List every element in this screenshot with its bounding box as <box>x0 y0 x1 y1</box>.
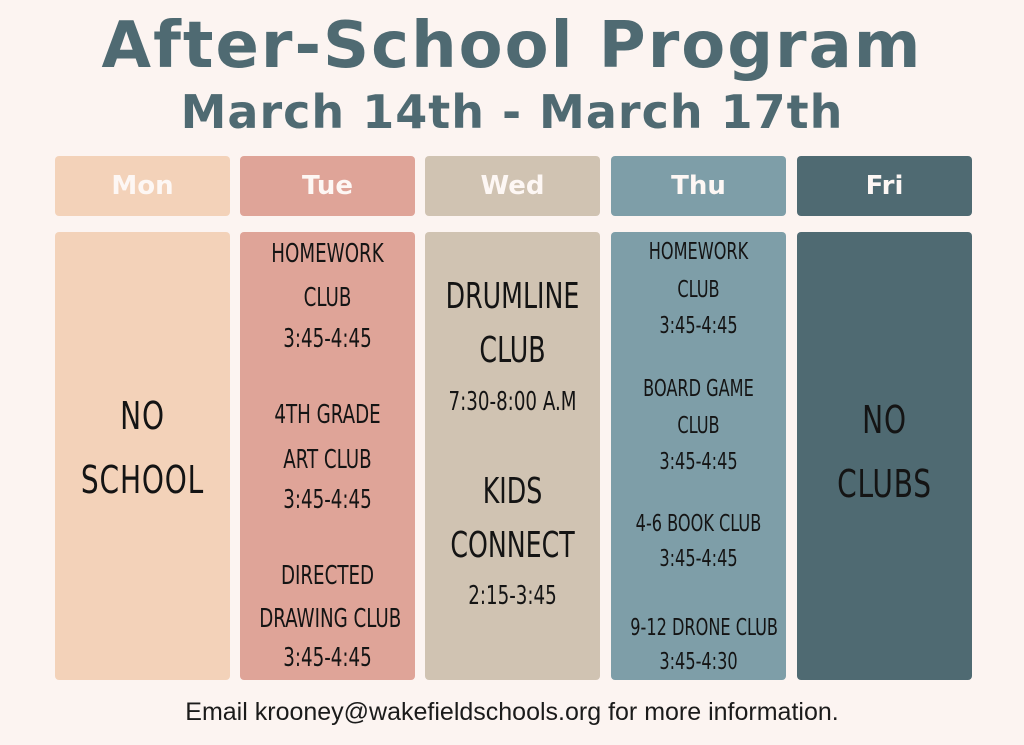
day-header-fri: Fri <box>797 156 972 216</box>
wed-line-3: 7:30-8:00 A.M <box>448 387 577 417</box>
thu-line-1: HOMEWORK <box>648 239 749 265</box>
day-column-wed <box>425 232 600 680</box>
fri-line-2: CLUBS <box>837 462 932 506</box>
wed-line-4: KIDS <box>482 471 543 512</box>
tue-line-7: DIRECTED <box>280 561 375 591</box>
tue-line-1: HOMEWORK <box>271 239 384 269</box>
thu-line-9: 9-12 DRONE CLUB <box>630 615 778 641</box>
tue-line-5: ART CLUB <box>283 445 372 475</box>
tue-line-9: 3:45-4:45 <box>283 643 372 673</box>
day-header-thu: Thu <box>611 156 786 216</box>
day-header-mon: Mon <box>55 156 230 216</box>
thu-line-4: BOARD GAME <box>643 376 754 402</box>
thu-line-5: CLUB <box>677 413 720 439</box>
thu-line-2: CLUB <box>677 277 720 303</box>
wed-line-1: DRUMLINE <box>445 276 580 317</box>
day-header-wed: Wed <box>425 156 600 216</box>
tue-line-6: 3:45-4:45 <box>283 485 372 515</box>
wed-line-2: CLUB <box>479 330 546 371</box>
tue-line-8: DRAWING CLUB <box>259 604 402 634</box>
wed-line-6: 2:15-3:45 <box>468 581 557 611</box>
tue-line-3: 3:45-4:45 <box>283 324 372 354</box>
wed-line-5: CONNECT <box>450 525 575 566</box>
day-column-thu <box>611 232 786 680</box>
thu-line-3: 3:45-4:45 <box>659 313 738 339</box>
day-column-mon <box>55 232 230 680</box>
thu-line-10: 3:45-4:30 <box>659 649 738 675</box>
mon-line-1: NO <box>120 394 165 438</box>
thu-line-6: 3:45-4:45 <box>659 449 738 475</box>
thu-line-7: 4-6 BOOK CLUB <box>635 511 762 537</box>
page-title: After-School Program <box>101 9 923 83</box>
tue-line-2: CLUB <box>303 283 352 313</box>
day-header-tue: Tue <box>240 156 415 216</box>
tue-line-4: 4TH GRADE <box>274 400 381 430</box>
day-column-tue <box>240 232 415 680</box>
date-range-subtitle: March 14th - March 17th <box>180 85 844 139</box>
contact-footer: Email krooney@wakefieldschools.org for more information. <box>185 698 839 726</box>
day-column-fri <box>797 232 972 680</box>
fri-line-1: NO <box>862 398 907 442</box>
mon-line-2: SCHOOL <box>80 458 205 502</box>
thu-line-8: 3:45-4:45 <box>659 546 738 572</box>
